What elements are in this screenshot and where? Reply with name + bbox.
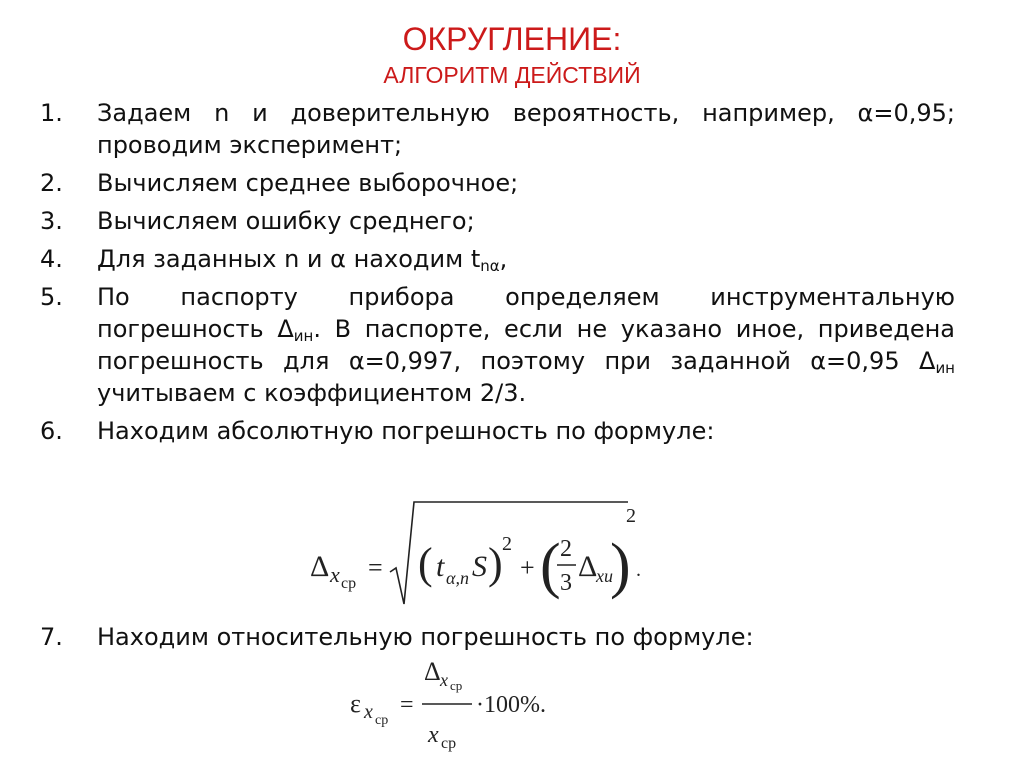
formula-2-svg — [348, 650, 568, 754]
item-number: 6. — [40, 417, 63, 445]
list-item-4 — [40, 243, 955, 275]
formula2-den: x — [428, 722, 439, 748]
item-text: Для заданных n и α находим t — [97, 245, 481, 273]
formula2-num-subsub: ср — [450, 678, 463, 693]
formula-sq1: 2 — [502, 533, 512, 555]
formula-s: S — [472, 550, 487, 583]
item-number: 4. — [40, 245, 63, 273]
formula2-times: ·100%. — [476, 692, 546, 718]
formula-equals: = — [368, 553, 383, 582]
list-item-1 — [40, 97, 955, 161]
formula-delta2: Δ — [578, 550, 598, 583]
list-item-5 — [40, 281, 955, 409]
list-item-3 — [40, 205, 955, 237]
item-text: Находим абсолютную погрешность по формуле: — [97, 417, 715, 445]
paren-close-2: ) — [610, 532, 631, 600]
absolute-error-formula — [308, 494, 648, 614]
paren-open-2: ( — [540, 532, 561, 600]
item-tail: , — [499, 245, 508, 273]
formula-dot: . — [636, 559, 641, 581]
item-number: 1. — [40, 99, 63, 127]
formula2-lhs-sub: x — [364, 701, 373, 723]
item-number: 5. — [40, 283, 63, 311]
item-text: Находим относительную погрешность по формуле: — [97, 623, 754, 651]
paren-open-1: ( — [418, 539, 433, 588]
formula-plus: + — [520, 553, 535, 582]
formula-lhs-subsub: ср — [341, 575, 357, 592]
formula-eps: ε — [350, 689, 361, 718]
item-text: Вычисляем ошибку среднего; — [97, 207, 475, 235]
slide-subtitle: АЛГОРИТМ ДЕЙСТВИЙ — [383, 62, 641, 88]
list-item-6 — [40, 415, 955, 447]
item-number: 7. — [40, 623, 63, 651]
formula2-lhs-subsub: ср — [375, 713, 389, 728]
slide-title: ОКРУГЛЕНИЕ: — [402, 21, 622, 57]
formula-t: t — [436, 550, 445, 583]
item-text-part3: учитываем с коэффициентом 2/3. — [97, 379, 527, 407]
item-subscript-1: ин — [293, 327, 314, 345]
formula-sq2: 2 — [626, 505, 636, 527]
item-text: Задаем n и доверительную вероятность, например, α=0,95; проводим эксперимент; — [97, 99, 955, 159]
item-text-part2: . В паспорте, если не указано иное, приведена погрешность для α=0,997, поэтому при заданной α=0,95 Δ — [97, 315, 955, 375]
formula2-num-delta: Δ — [424, 657, 441, 686]
formula-delta2-sub: xи — [596, 566, 613, 586]
relative-error-formula — [348, 650, 568, 754]
formula-t-sub: α,n — [446, 568, 469, 588]
item-text: Вычисляем среднее выборочное; — [97, 169, 519, 197]
item-subscript-2: ин — [935, 359, 955, 377]
list-item-7 — [40, 621, 955, 653]
formula-1-svg — [308, 494, 648, 614]
list-item-2 — [40, 167, 955, 199]
formula-delta: Δ — [310, 550, 330, 583]
item-text-part1: По паспорту прибора определяем инструментальную погрешность Δ — [97, 283, 955, 343]
formula2-den-sub: ср — [441, 735, 457, 752]
frac-den: 3 — [560, 570, 572, 596]
frac-num: 2 — [560, 536, 572, 562]
item-number: 2. — [40, 169, 63, 197]
steps-list — [40, 97, 955, 447]
item-number: 3. — [40, 207, 63, 235]
formula2-num-sub: x — [440, 670, 448, 690]
formula2-equals: = — [400, 692, 414, 718]
formula-lhs-sub: x — [330, 562, 340, 587]
paren-close-1: ) — [488, 539, 503, 588]
item-subscript: nα — [480, 257, 500, 275]
